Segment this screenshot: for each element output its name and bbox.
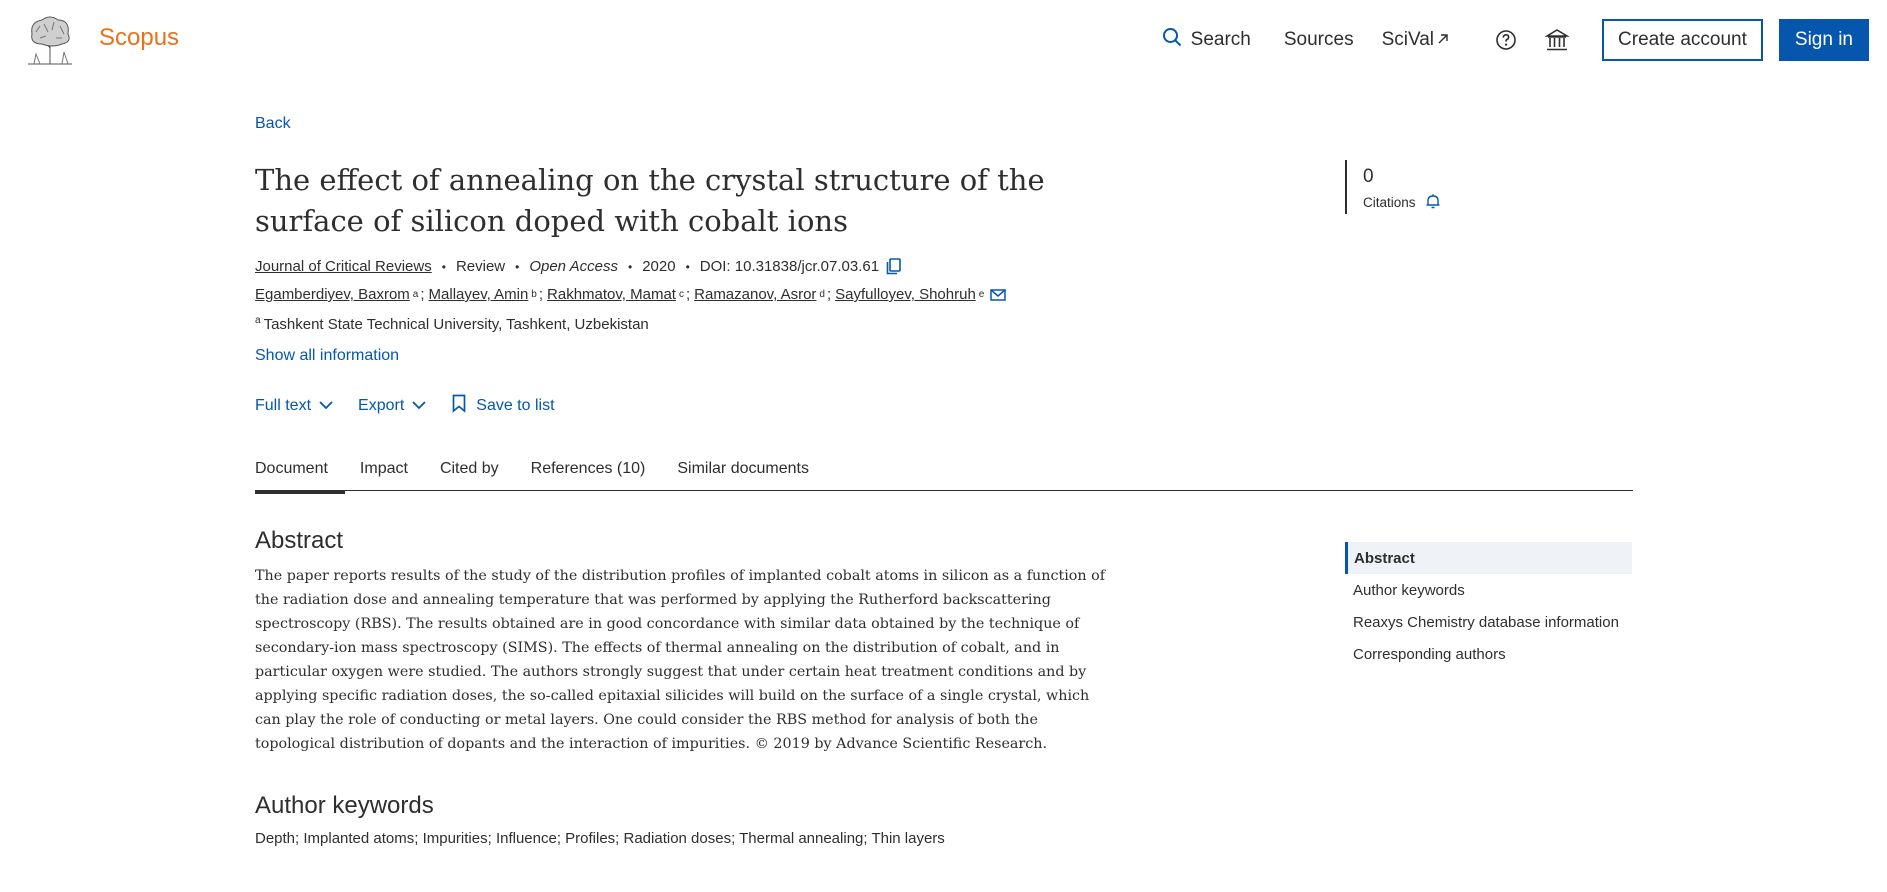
author-affiliation-marker: b xyxy=(531,289,537,300)
nav-search[interactable] xyxy=(1162,27,1251,53)
separator-dot: • xyxy=(441,259,446,274)
document-actions xyxy=(255,394,555,418)
create-account-button[interactable]: Create account xyxy=(1602,19,1763,61)
save-to-list-label: Save to list xyxy=(476,397,555,414)
chevron-down-icon xyxy=(404,397,426,415)
top-nav xyxy=(1162,19,1869,61)
external-link-icon xyxy=(1434,29,1449,51)
citations-panel xyxy=(1345,160,1441,214)
document-tabs xyxy=(255,460,1633,491)
bell-icon[interactable] xyxy=(1416,193,1441,212)
affiliation-text: Tashkent State Technical University, Tashkent, Uzbekistan xyxy=(263,316,649,333)
export-label: Export xyxy=(358,397,405,414)
bookmark-icon xyxy=(452,394,476,418)
author-keywords-text: Depth; Implanted atoms; Impurities; Influence; Profiles; Radiation doses; Thermal annealing; Thin layers xyxy=(255,830,945,847)
nav-scival-label: SciVal xyxy=(1381,29,1435,50)
separator-dot: • xyxy=(515,259,520,274)
open-access-label: Open Access xyxy=(529,258,618,275)
nav-search-label: Search xyxy=(1190,29,1251,50)
tab-similar-documents[interactable]: Similar documents xyxy=(677,460,809,477)
author-affiliation-marker: c xyxy=(678,289,684,300)
author-link[interactable]: Rakhmatov, Mamat xyxy=(547,286,676,303)
back-link[interactable]: Back xyxy=(255,115,291,132)
page-outline xyxy=(1345,542,1632,670)
citations-count: 0 xyxy=(1363,166,1374,187)
export-dropdown[interactable] xyxy=(358,397,426,415)
full-text-label: Full text xyxy=(255,397,312,414)
affiliation-marker: a xyxy=(255,315,261,326)
outline-item-author-keywords[interactable]: Author keywords xyxy=(1353,581,1465,599)
tab-document[interactable]: Document xyxy=(255,460,328,491)
author-affiliation-marker: e xyxy=(978,289,985,300)
author-link[interactable]: Ramazanov, Asror xyxy=(694,286,817,303)
document-meta xyxy=(255,258,901,275)
nav-sources[interactable]: Sources xyxy=(1283,29,1354,50)
institution-icon[interactable] xyxy=(1544,27,1570,53)
separator-dot: • xyxy=(627,259,633,274)
outline-item-reaxys[interactable]: Reaxys Chemistry database information xyxy=(1353,613,1619,631)
author-link[interactable]: Sayfulloyev, Shohruh xyxy=(835,286,976,303)
author-link[interactable]: Egamberdiyev, Baxrom xyxy=(255,286,410,303)
journal-link[interactable]: Journal of Critical Reviews xyxy=(255,258,432,275)
top-header xyxy=(0,0,1887,80)
author-keywords-heading: Author keywords xyxy=(255,792,434,819)
tab-references[interactable]: References (10) xyxy=(530,460,646,477)
nav-scival[interactable] xyxy=(1382,29,1449,51)
separator-dot: • xyxy=(685,259,690,274)
author-affiliation-marker: d xyxy=(819,289,825,300)
citations-label: Citations xyxy=(1363,195,1416,210)
author-affiliation-marker: a xyxy=(412,289,419,300)
publication-year: 2020 xyxy=(642,258,676,275)
abstract-heading: Abstract xyxy=(255,527,344,554)
help-icon[interactable] xyxy=(1493,27,1519,53)
doi-text: DOI: 10.31838/jcr.07.03.61 xyxy=(699,258,880,275)
abstract-text: The paper reports results of the study of the distribution profiles of implanted cobalt atoms in silicon as a function of the radiation dose and annealing temperature that was performed by applying the Rutherford backscattering spectroscopy (RBS). The results obtained are in good concordance with similar data obtained by the technique of secondary-ion mass spectroscopy (SIMS). The effects of thermal annealing on the distribution of cobalt, and in particular oxygen were studied. The authors strongly suggest that under certain heat treatment conditions and by applying specific radiation doses, the so-called epitaxial silicides will build on the surface of a single crystal, which can play the role of conducting or metal layers. One could consider the RBS method for analysis of both the topological distribution of dopants and the interaction of impurities. © 2019 by Advance Scientific Research. xyxy=(255,568,1106,752)
document-type: Review xyxy=(455,258,506,275)
chevron-down-icon xyxy=(311,397,333,415)
save-to-list-button[interactable] xyxy=(452,394,554,418)
copy-icon[interactable] xyxy=(886,258,901,275)
tab-impact[interactable]: Impact xyxy=(359,460,408,477)
mail-icon[interactable] xyxy=(990,289,1006,301)
outline-item-corresponding-authors[interactable]: Corresponding authors xyxy=(1353,645,1506,663)
citations-label-row xyxy=(1363,193,1441,212)
tab-cited-by[interactable]: Cited by xyxy=(439,460,499,477)
author-list: Egamberdiyev, Baxrom a ; Mallayev, Amin b ; Rakhmatov, Mamat c ; Ramazanov, Asror d ; Sayfulloyev, Shohruh e xyxy=(255,286,1006,303)
sign-in-button[interactable]: Sign in xyxy=(1779,19,1869,61)
author-link[interactable]: Mallayev, Amin xyxy=(428,286,529,303)
search-icon xyxy=(1162,27,1191,53)
elsevier-logo-icon[interactable] xyxy=(22,14,78,66)
document-title: The effect of annealing on the crystal structure of the surface of silicon doped with cobalt ions xyxy=(255,163,1045,238)
full-text-dropdown[interactable] xyxy=(255,397,333,415)
scopus-brand[interactable]: Scopus xyxy=(99,24,180,51)
show-all-information-link[interactable]: Show all information xyxy=(255,347,400,364)
outline-item-abstract[interactable]: Abstract xyxy=(1345,542,1632,574)
affiliation xyxy=(255,315,649,333)
